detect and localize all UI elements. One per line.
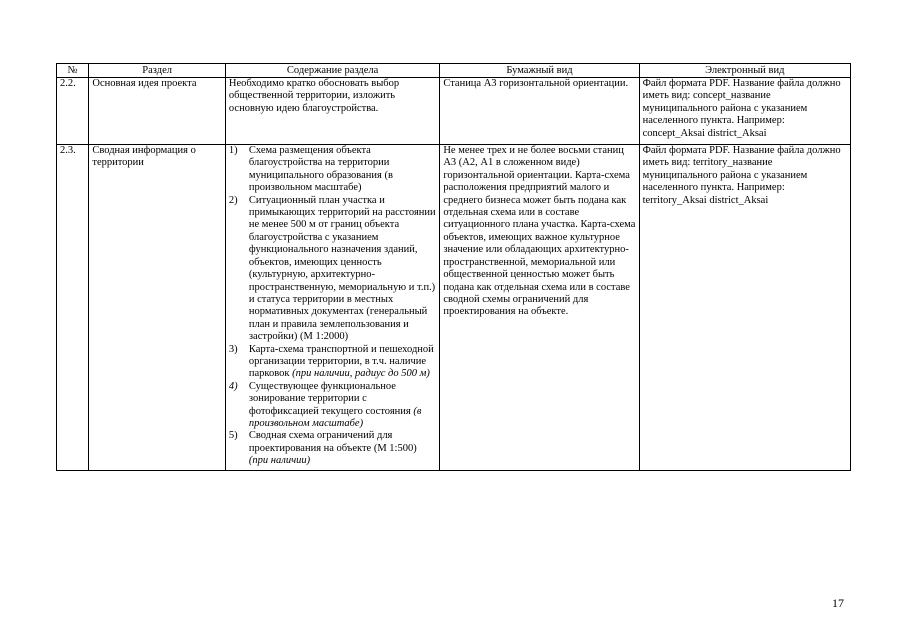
header-section: Раздел	[89, 64, 226, 78]
list-item-text: Существующее функциональное зонирование территории с фотофиксацией текущего состояния	[248, 380, 411, 417]
list-item	[229, 430, 436, 467]
list-item-text: Схема размещения объекта благоустройства на территории муниципального образования (в произвольном масштабе)	[248, 145, 393, 194]
list-marker: 1)	[228, 145, 238, 157]
list-item-note: (при наличии)	[248, 455, 311, 467]
table-row	[57, 78, 851, 145]
row-paper: Не менее трех и не более восьми станиц А3 (А2, А1 в сложенном виде) горизонтальной ориентации. Карта-схема расположения предприятий малого и среднего бизнеса может быть подана как отдельная схема или в составе ситуационного плана участка. Карта-схема объектов, имеющих важное культурное значение или обладающих архитектурно-пространственной, мемориальной или общественной ценностью может быть подана как отдельная схема или в составе сводной схемы ограничений для проектирования на объекте.	[440, 145, 639, 471]
requirements-table	[56, 63, 851, 471]
list-marker: 5)	[228, 430, 238, 442]
content-list	[229, 145, 436, 468]
list-marker: 3)	[228, 343, 238, 355]
list-item	[229, 344, 436, 381]
row-electronic: Файл формата PDF. Название файла должно иметь вид: concept_название муниципального района с указанием населенного пункта. Например: concept_Aksai district_Aksai	[639, 78, 850, 145]
row-content: Необходимо кратко обосновать выбор общественной территории, изложить основную идею благоустройства.	[225, 78, 439, 145]
list-marker: 4)	[228, 380, 238, 392]
list-item-text: Сводная схема ограничений для проектирования на объекте (М 1:500)	[248, 430, 417, 454]
row-num: 2.3.	[57, 145, 89, 471]
row-section: Основная идея проекта	[89, 78, 226, 145]
list-item	[229, 381, 436, 431]
list-item-note: (при наличии, радиус до 500 м)	[292, 368, 430, 380]
row-section: Сводная информация о территории	[89, 145, 226, 471]
list-item	[229, 145, 436, 195]
header-paper: Бумажный вид	[440, 64, 639, 78]
list-item-text: Ситуационный план участка и примыкающих территорий на расстоянии не менее 500 м от границ объекта благоустройства с указанием функционального назначения зданий, объектов, имеющих ценность (культурную, архитектурно-пространственную, мемориальную и т.п.) и статуса территории в местных нормативных документах (генеральный план и правила землепользования и застройки) (М 1:2000)	[248, 194, 436, 343]
row-content	[225, 145, 439, 471]
table-row	[57, 145, 851, 471]
list-item-text: Карта-схема транспортной и пешеходной организации территории, в т.ч. наличие парковок	[248, 343, 434, 380]
header-num: №	[57, 64, 89, 78]
row-paper: Станица А3 горизонтальной ориентации.	[440, 78, 639, 145]
header-content: Содержание раздела	[225, 64, 439, 78]
page-number: 17	[832, 596, 844, 610]
row-num: 2.2.	[57, 78, 89, 145]
list-marker: 2)	[228, 194, 238, 206]
table-header-row	[57, 64, 851, 78]
header-electronic: Электронный вид	[639, 64, 850, 78]
row-electronic: Файл формата PDF. Название файла должно иметь вид: territory_название муниципального района с указанием населенного пункта. Например: territory_Aksai district_Aksai	[639, 145, 850, 471]
list-item-note: (в произвольном масштабе)	[248, 405, 422, 429]
list-item	[229, 195, 436, 344]
